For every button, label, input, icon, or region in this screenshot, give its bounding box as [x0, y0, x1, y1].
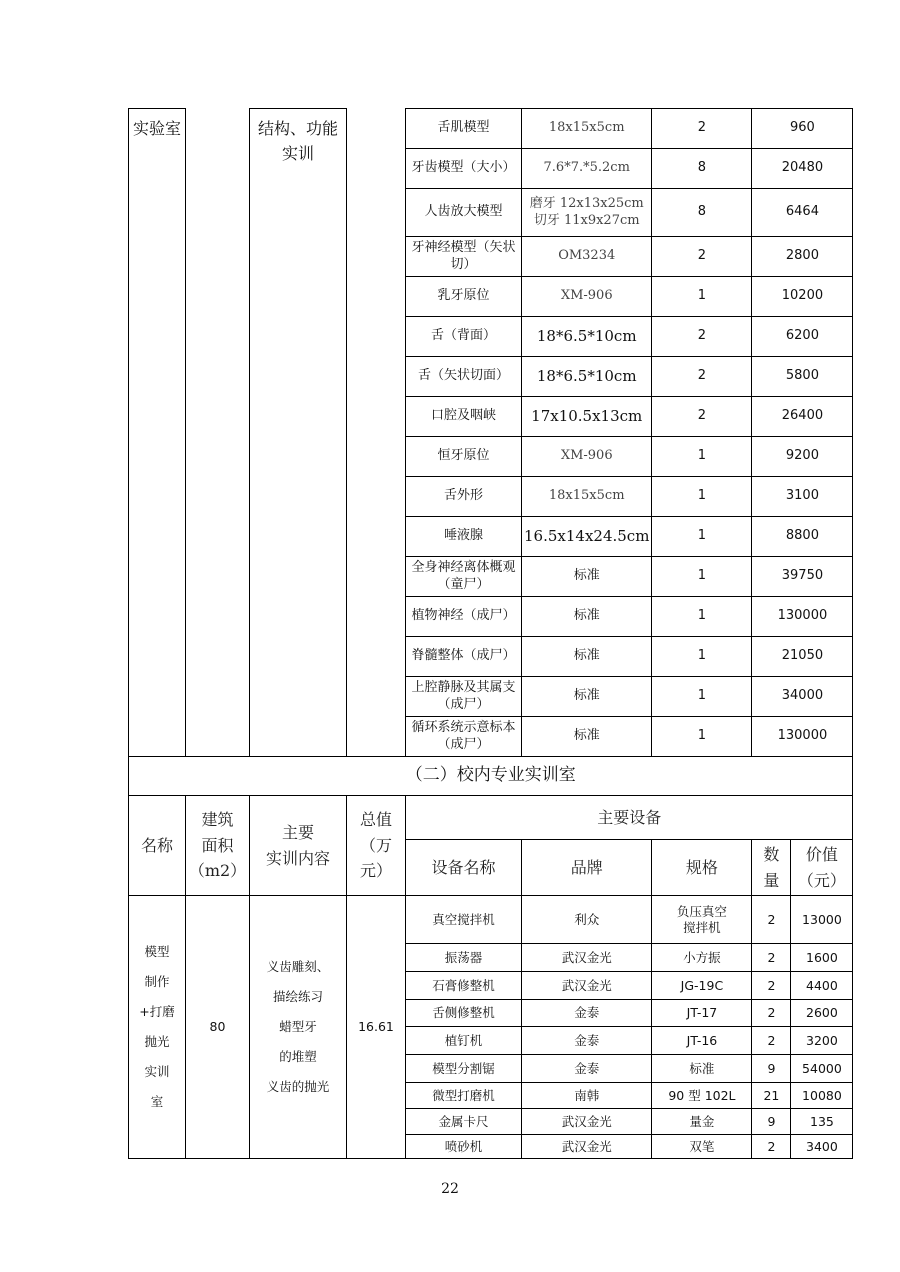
equipment-name: 喷砂机 — [406, 1135, 522, 1159]
equipment-brand: 武汉金光 — [522, 1109, 652, 1135]
header-brand: 品牌 — [522, 840, 652, 896]
device-price: 10200 — [752, 277, 853, 317]
device-spec: XM-906 — [522, 437, 652, 477]
equipment-name: 振荡器 — [406, 944, 522, 972]
equipment-name: 舌侧修整机 — [406, 1000, 522, 1027]
device-name: 上腔静脉及其属支（成尸） — [406, 677, 522, 717]
equipment-qty: 2 — [752, 944, 791, 972]
header-total-line2: （万 — [359, 835, 392, 855]
equipment-spec-line1: 负压真空 — [676, 903, 727, 919]
equipment-brand: 金泰 — [522, 1000, 652, 1027]
device-qty: 2 — [652, 397, 752, 437]
device-name: 植物神经（成尸） — [406, 597, 522, 637]
device-name: 循环系统示意标本（成尸） — [406, 717, 522, 757]
content-line: 义齿雕刻、 — [266, 959, 330, 974]
content-line: 蜡型牙 — [279, 1019, 317, 1034]
total-cell — [347, 109, 406, 757]
device-qty: 2 — [652, 237, 752, 277]
equipment-qty: 21 — [752, 1083, 791, 1109]
device-price: 20480 — [752, 149, 853, 189]
equipment-price: 13000 — [791, 896, 853, 944]
device-spec: 18*6.5*10cm — [522, 317, 652, 357]
equipment-spec: 双笔 — [652, 1135, 752, 1159]
room-line: 抛光 — [144, 1034, 170, 1049]
header-price-line2: （元） — [797, 870, 846, 890]
equipment-table — [128, 108, 853, 1159]
equipment-price: 4400 — [791, 972, 853, 1000]
device-qty: 1 — [652, 637, 752, 677]
device-spec: 标准 — [522, 717, 652, 757]
device-price: 21050 — [752, 637, 853, 677]
content-text: 结构、功能实训 — [257, 119, 338, 163]
content-cell — [250, 109, 347, 757]
section2-body — [129, 757, 853, 1159]
header-content — [250, 796, 347, 896]
device-spec: OM3234 — [522, 237, 652, 277]
equipment-brand: 南韩 — [522, 1083, 652, 1109]
device-name: 乳牙原位 — [406, 277, 522, 317]
equipment-price: 54000 — [791, 1055, 853, 1083]
device-qty: 1 — [652, 517, 752, 557]
device-qty: 2 — [652, 357, 752, 397]
equipment-spec: 小方振 — [652, 944, 752, 972]
device-spec — [522, 189, 652, 237]
device-price: 26400 — [752, 397, 853, 437]
room-line: 实训 — [144, 1064, 170, 1079]
device-price: 130000 — [752, 717, 853, 757]
equipment-price: 3400 — [791, 1135, 853, 1159]
equipment-qty: 2 — [752, 896, 791, 944]
equipment-brand: 金泰 — [522, 1055, 652, 1083]
device-qty: 8 — [652, 189, 752, 237]
equipment-spec: JG-19C — [652, 972, 752, 1000]
equipment-spec: JT-17 — [652, 1000, 752, 1027]
device-spec: 7.6*7.*5.2cm — [522, 149, 652, 189]
header-qty-line2: 量 — [763, 870, 780, 890]
device-name: 舌（矢状切面） — [406, 357, 522, 397]
device-price: 6464 — [752, 189, 853, 237]
device-spec-line1: 磨牙 12x13x25cm — [529, 196, 644, 212]
device-name: 舌（背面） — [406, 317, 522, 357]
device-spec-line2: 切牙 11x9x27cm — [533, 212, 640, 228]
device-qty: 1 — [652, 477, 752, 517]
content-line: 描绘练习 — [272, 989, 323, 1004]
total-value: 16.61 — [347, 896, 406, 1159]
device-spec: 17x10.5x13cm — [522, 397, 652, 437]
device-spec: 18x15x5cm — [522, 109, 652, 149]
device-price: 8800 — [752, 517, 853, 557]
device-qty: 1 — [652, 277, 752, 317]
content-line: 义齿的抛光 — [266, 1079, 330, 1094]
device-qty: 1 — [652, 597, 752, 637]
section-title: （二）校内专业实训室 — [129, 757, 853, 796]
room-name-cell — [129, 109, 186, 757]
equipment-name: 金属卡尺 — [406, 1109, 522, 1135]
device-price: 130000 — [752, 597, 853, 637]
equipment-spec-line2: 搅拌机 — [683, 919, 721, 935]
equipment-qty: 9 — [752, 1055, 791, 1083]
section1-body — [129, 109, 853, 757]
device-name: 牙神经模型（矢状切） — [406, 237, 522, 277]
header-area — [186, 796, 250, 896]
header-content-line2: 实训内容 — [265, 848, 330, 868]
equipment-spec: JT-16 — [652, 1027, 752, 1055]
room-name: 实验室 — [132, 119, 181, 138]
equipment-name: 真空搅拌机 — [406, 896, 522, 944]
device-price: 9200 — [752, 437, 853, 477]
room-name-cell — [129, 896, 186, 1159]
device-name: 牙齿模型（大小） — [406, 149, 522, 189]
device-spec: 标准 — [522, 557, 652, 597]
equipment-name: 微型打磨机 — [406, 1083, 522, 1109]
device-spec: 标准 — [522, 677, 652, 717]
device-spec: 标准 — [522, 637, 652, 677]
device-qty: 1 — [652, 677, 752, 717]
equipment-table-page — [128, 108, 853, 1159]
device-name: 舌外形 — [406, 477, 522, 517]
header-eq-name: 设备名称 — [406, 840, 522, 896]
room-line: 模型 — [144, 944, 170, 959]
room-line: 制作 — [144, 974, 170, 989]
device-price: 6200 — [752, 317, 853, 357]
equipment-qty: 2 — [752, 1135, 791, 1159]
equipment-spec: 量金 — [652, 1109, 752, 1135]
header-total — [347, 796, 406, 896]
header-name: 名称 — [129, 796, 186, 896]
equipment-brand: 武汉金光 — [522, 944, 652, 972]
device-qty: 2 — [652, 317, 752, 357]
equipment-spec: 标准 — [652, 1055, 752, 1083]
equipment-price: 10080 — [791, 1083, 853, 1109]
device-qty: 1 — [652, 717, 752, 757]
header-area-line1: 建筑 — [201, 810, 234, 830]
header-equipment: 主要设备 — [406, 796, 853, 840]
device-name: 唾液腺 — [406, 517, 522, 557]
header-price-line1: 价值 — [805, 844, 838, 864]
header-total-line1: 总值 — [359, 810, 392, 830]
device-spec: 18*6.5*10cm — [522, 357, 652, 397]
room-line: +打磨 — [139, 1004, 175, 1019]
equipment-brand: 金泰 — [522, 1027, 652, 1055]
device-price: 960 — [752, 109, 853, 149]
device-price: 2800 — [752, 237, 853, 277]
equipment-price: 2600 — [791, 1000, 853, 1027]
device-spec: 标准 — [522, 597, 652, 637]
equipment-qty: 2 — [752, 1000, 791, 1027]
device-name: 舌肌模型 — [406, 109, 522, 149]
device-qty: 2 — [652, 109, 752, 149]
device-price: 34000 — [752, 677, 853, 717]
equipment-qty: 2 — [752, 972, 791, 1000]
device-name: 人齿放大模型 — [406, 189, 522, 237]
area-cell — [186, 109, 250, 757]
header-qty — [752, 840, 791, 896]
equipment-spec: 90 型 102L — [652, 1083, 752, 1109]
device-price: 5800 — [752, 357, 853, 397]
device-spec: 18x15x5cm — [522, 477, 652, 517]
equipment-name: 模型分割锯 — [406, 1055, 522, 1083]
equipment-spec — [652, 896, 752, 944]
device-qty: 1 — [652, 437, 752, 477]
header-total-line3: 元） — [359, 861, 392, 881]
device-spec: XM-906 — [522, 277, 652, 317]
device-price: 39750 — [752, 557, 853, 597]
equipment-price: 135 — [791, 1109, 853, 1135]
equipment-brand: 利众 — [522, 896, 652, 944]
area-value: 80 — [186, 896, 250, 1159]
content-cell — [250, 896, 347, 1159]
equipment-brand: 武汉金光 — [522, 972, 652, 1000]
header-spec: 规格 — [652, 840, 752, 896]
equipment-price: 1600 — [791, 944, 853, 972]
page-number: 22 — [441, 1181, 459, 1197]
equipment-name: 植钉机 — [406, 1027, 522, 1055]
equipment-name: 石膏修整机 — [406, 972, 522, 1000]
equipment-qty: 9 — [752, 1109, 791, 1135]
header-price — [791, 840, 853, 896]
device-price: 3100 — [752, 477, 853, 517]
equipment-qty: 2 — [752, 1027, 791, 1055]
equipment-brand: 武汉金光 — [522, 1135, 652, 1159]
device-qty: 1 — [652, 557, 752, 597]
device-qty: 8 — [652, 149, 752, 189]
device-name: 全身神经离体概观（童尸） — [406, 557, 522, 597]
device-name: 口腔及咽峡 — [406, 397, 522, 437]
device-spec: 16.5x14x24.5cm — [522, 517, 652, 557]
content-line: 的堆塑 — [279, 1049, 317, 1064]
equipment-price: 3200 — [791, 1027, 853, 1055]
header-qty-line1: 数 — [763, 844, 780, 864]
device-name: 脊髓整体（成尸） — [406, 637, 522, 677]
header-area-line2: 面积 — [201, 835, 234, 855]
device-name: 恒牙原位 — [406, 437, 522, 477]
header-content-line1: 主要 — [281, 822, 314, 842]
header-area-line3: （m2） — [188, 861, 247, 881]
room-line: 室 — [150, 1094, 164, 1109]
